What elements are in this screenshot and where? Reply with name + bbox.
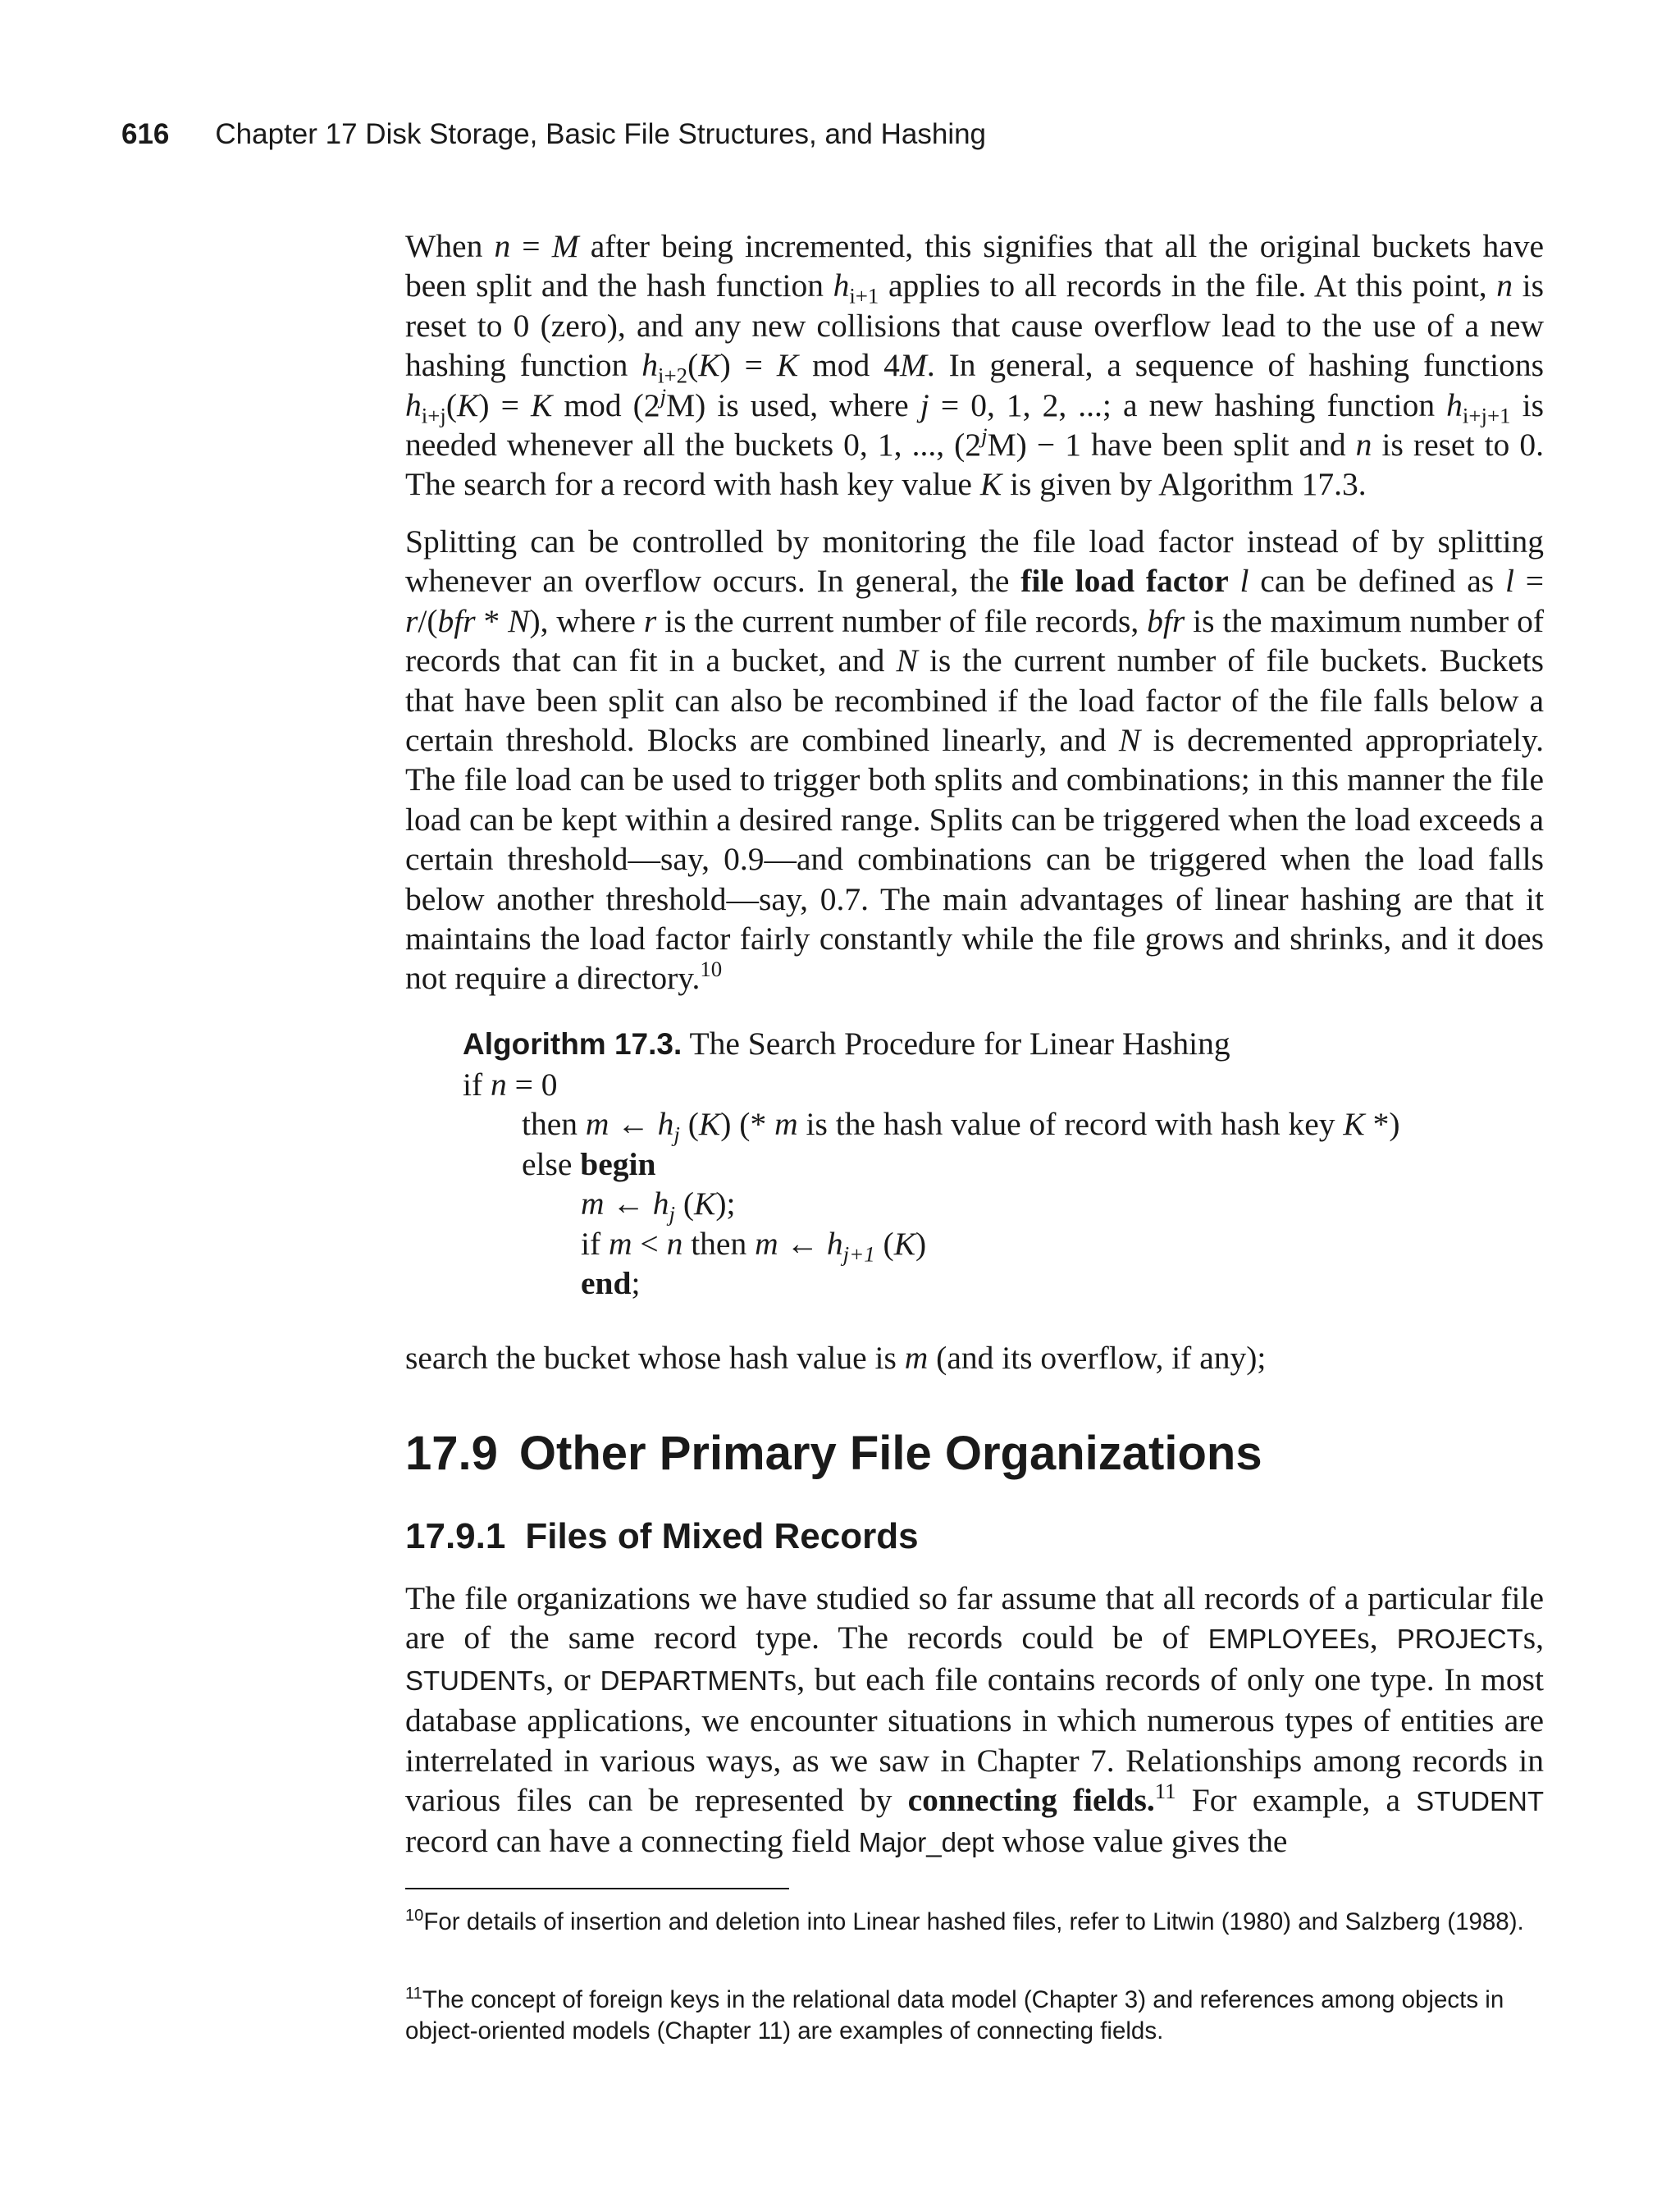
- algorithm-17-3: [463, 1024, 1545, 1304]
- algorithm-line: end;: [581, 1265, 641, 1301]
- paragraph-file-load-factor: Splitting can be controlled by monitoring the file load factor instead of by splitting whenever an overflow occurs. In general, the file load factor l can be defined as l = r/(bfr * N), where r is the current number of file records, bfr is the maximum number of records that can fit in a bucket, and N is the current number of file buckets. Buckets that have been split can also be recombined if the load factor of the file falls below a certain threshold. Blocks are combined linearly, and N is decremented appropriately. The file load can be used to trigger both splits and combinations; in this manner the file load can be kept within a desired range. Splits can be triggered when the load exceeds a certain threshold—say, 0.9—and combinations can be triggered when the load falls below another threshold—say, 0.7. The main advantages of linear hashing are that it maintains the load factor fairly constantly while the file grows and shrinks, and it does not require a directory.$^{10}$: [405, 523, 1544, 997]
- term-connecting-fields: connecting fields: [907, 1782, 1147, 1819]
- section-heading: 17.9 Other Primary File Organizations: [405, 1427, 1262, 1480]
- footnote-10: $^{10}$For details of insertion and deletion into Linear hashed files, refer to Litwin (1980) and Salzberg (1988).: [405, 1906, 1524, 1935]
- running-header: [121, 118, 986, 151]
- algorithm-caption: Algorithm 17.3. The Search Procedure for Linear Hashing: [463, 1026, 1230, 1062]
- algorithm-line: search the bucket whose hash value is m (and its overflow, if any);: [405, 1340, 1267, 1376]
- algorithm-line: else begin: [522, 1145, 656, 1182]
- algorithm-line: then m ← $h_j$ (K) (* m is the hash value of record with hash key K *): [522, 1106, 1400, 1147]
- paragraph-linear-hashing-reset: When n = M after being incremented, this signifies that all the original buckets have been split and the hash function $h_{i+1}$ applies to all records in the file. At this point, n is reset to 0 (zero), and any new collisions that cause overflow lead to the use of a new hashing function $h_{i+2}(K) = K$ mod 4M. In general, a sequence of hashing functions $h_{i+j}(K) = K$ mod (2$^j$M) is used, where j = 0, 1, 2, ...; a new hashing function $h_{i+j+1}$ is needed whenever all the buckets 0, 1, ..., $(2^jM) - 1$ have been split and n is reset to 0. The search for a record with hash key value K is given by Algorithm 17.3.: [405, 228, 1545, 503]
- running-title: Chapter 17 Disk Storage, Basic File Structures, and Hashing: [215, 118, 987, 150]
- footnote-ref-11[interactable]: 11: [1154, 1779, 1176, 1804]
- subsection-heading: 17.9.1 Files of Mixed Records: [405, 1516, 919, 1556]
- algorithm-line: if m < n then m ← $h_{j+1}$ (K): [581, 1225, 927, 1267]
- term-file-load-factor: file load factor: [1020, 563, 1229, 600]
- footnote-11: $^{11}$The concept of foreign keys in the relational data model (Chapter 3) and references among objects in object-oriented models (Chapter 11) are examples of connecting fields.: [405, 1984, 1504, 2044]
- footnote-divider: [405, 1888, 789, 1889]
- algorithm-line: m ← $h_j$ (K);: [581, 1186, 736, 1227]
- paragraph-mixed-records: The file organizations we have studied so far assume that all records of a particular file are of the same record type. The records could be of EMPLOYEEs, PROJECTs, STUDENTs, or DEPARTMENTs, but each file contains records of only one type. In most database applications, we encounter situations in which numerous types of entities are interrelated in various ways, as we saw in Chapter 7. Relationships among records in various files can be represented by connecting fields.$^{11}$ For example, a STUDENT record can have a connecting field Major_dept whose value gives the: [405, 1580, 1544, 1860]
- page-number: 616: [121, 118, 170, 150]
- footnote-ref-10[interactable]: 10: [700, 957, 723, 982]
- algorithm-line: if n = 0: [463, 1066, 558, 1103]
